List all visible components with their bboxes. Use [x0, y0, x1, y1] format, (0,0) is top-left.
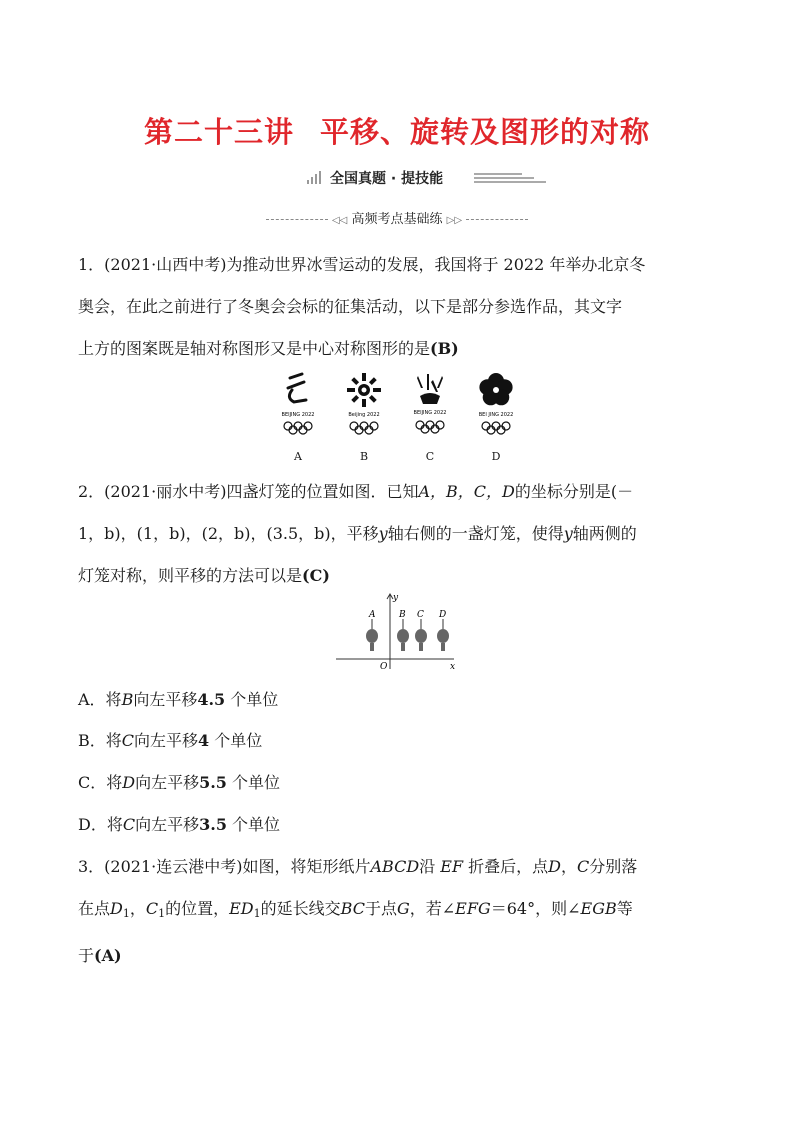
q2-option-a: A．将B向左平移4.5 个单位 [78, 690, 279, 709]
svg-text:D: D [439, 610, 447, 620]
q1-line-1: 1．(2021·山西中考)为推动世界冰雪运动的发展，我国将于 2022 年举办北京冬 [78, 255, 646, 274]
section-title: 高频考点基础练 [351, 212, 443, 227]
q2-option-b: B．将C向左平移4 个单位 [78, 731, 263, 750]
title-topic: 平移、旋转及图形的对称 [320, 115, 651, 149]
logo-label-b: B [359, 450, 369, 463]
x-axis-label: x [450, 662, 456, 671]
logo-b-caption: Beijing 2022 [348, 412, 380, 418]
svg-text:A: A [369, 610, 376, 620]
title-lecture: 第二十三讲 [143, 115, 294, 149]
section-header [0, 208, 794, 227]
question-2 [78, 471, 718, 597]
lantern-d [437, 610, 449, 651]
logo-c-image [400, 370, 460, 442]
logo-a-caption: BEIJING 2022 [281, 412, 315, 418]
logo-a-image [268, 370, 328, 442]
q2-line-1: 2．(2021·丽水中考)四盏灯笼的位置如图．已知A，B，C，D的坐标分别是(－ [78, 482, 634, 501]
right-arrow-icon: ▷▷ [446, 215, 463, 226]
lantern-coordinate-figure [336, 591, 462, 671]
logo-label-c: C [425, 450, 435, 463]
q2-option-c: C．将D向左平移5.5 个单位 [78, 773, 281, 792]
q2-line-2: 1，b)，(1，b)，(2，b)，(3.5，b)，平移y轴右侧的一盏灯笼，使得y轴两侧的 [78, 524, 637, 543]
q2-answer: (C) [302, 566, 330, 585]
logo-label-a: A [294, 450, 302, 463]
q2-option-d: D．将C向左平移3.5 个单位 [78, 815, 281, 834]
svg-text:C: C [417, 610, 424, 620]
question-3 [78, 846, 718, 977]
q1-line-2: 奥会，在此之前进行了冬奥会会标的征集活动，以下是部分参选作品，其文字 [78, 297, 623, 316]
q1-line-3: 上方的图案既是轴对称图形又是中心对称图形的是(B) [78, 339, 459, 358]
olympic-logo-options [268, 370, 528, 464]
lantern-a [366, 610, 378, 651]
bar-chart-icon [306, 170, 324, 184]
q1-answer: (B) [430, 339, 459, 358]
q2-line-3: 灯笼对称，则平移的方法可以是(C) [78, 566, 330, 585]
logo-c-caption: BEIJING 2022 [413, 410, 447, 416]
logo-label-d: D [491, 450, 501, 463]
q3-line-1: 3．(2021·连云港中考)如图，将矩形纸片ABCD沿 EF 折叠后，点D，C分别落 [78, 857, 638, 876]
lantern-b [397, 610, 409, 651]
logo-d-image [466, 370, 526, 442]
origin-label: O [380, 662, 388, 671]
q3-line-3: 于(A) [78, 946, 122, 965]
question-1 [78, 244, 718, 370]
logo-d-caption: BEI JING 2022 [478, 412, 514, 418]
logo-b-image [334, 370, 394, 442]
page-title [0, 110, 794, 151]
left-arrow-icon: ◁◁ [331, 215, 348, 226]
subheading-text: 全国真题 · 提技能 [330, 171, 444, 187]
decorative-lines [474, 171, 546, 185]
lantern-c [415, 610, 427, 651]
y-axis-label: y [393, 593, 399, 603]
svg-text:B: B [399, 610, 406, 620]
subheading [0, 168, 794, 188]
q3-answer: (A) [94, 946, 122, 965]
q3-line-2: 在点$D_1$，$C_1$的位置，$ED_1$的延长线交BC于点G，若∠EFG＝64°，则∠EGB等 [78, 899, 633, 920]
